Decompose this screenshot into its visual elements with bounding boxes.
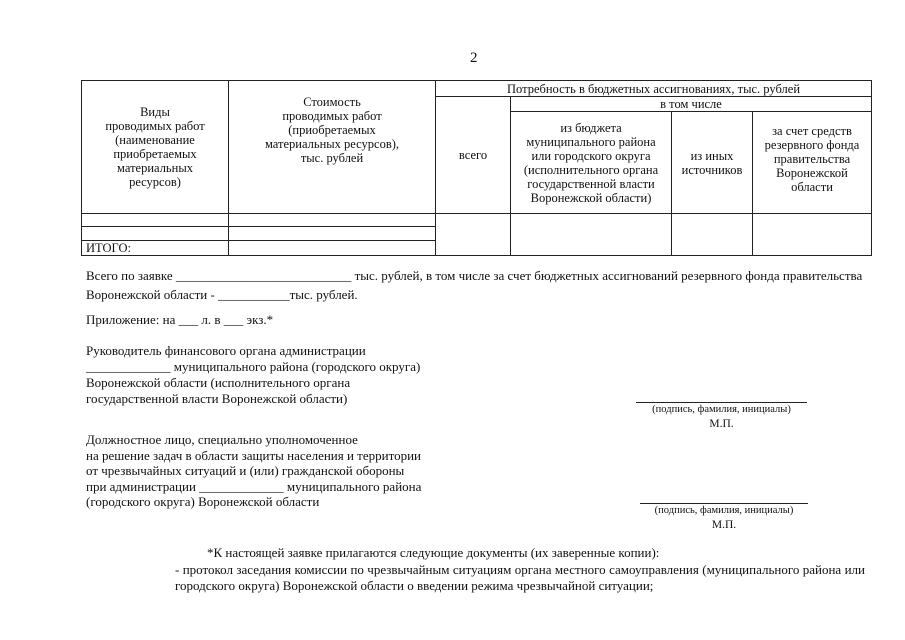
table-cell [229,227,436,241]
budget-request-table [81,80,872,256]
table-cell [82,227,229,241]
header-cost: Стоимость проводимых работ (приобретаемых материальных ресурсов), тыс. рублей [229,81,436,214]
footnote-title: *К настоящей заявке прилагаются следующие документы (их заверенные копии): [207,545,660,560]
official-block: Должностное лицо, специально уполномоченное на решение задач в области защиты населения и территории от чрезвычайных ситуаций и (или) гражданской обороны при администрации _____________ муниципального района (городского округа) Воронежской области [86,432,422,509]
page-number: 2 [470,50,478,66]
header-municipal-budget: из бюджета муниципального района или городского округа (исполнительного органа государственной власти Воронежской области) [511,112,672,214]
table-cell [511,214,672,256]
signature-caption-2: (подпись, фамилия, инициалы) [654,505,794,516]
footnote-item: - протокол заседания комиссии по чрезвычайным ситуациям органа местного самоуправления (муниципального района или городского округа) Воронежской области о введении режима чрезвычайной ситуации; [175,562,865,593]
signature-line-2 [640,503,808,504]
attachment-note: Приложение: на ___ л. в ___ экз.* [86,312,274,327]
signature-line-1 [636,402,807,403]
header-other-sources: из иных источников [672,112,753,214]
stamp-mark-2: М.П. [711,519,737,531]
table-cell [82,214,229,227]
total-line-2: Воронежской области - ___________тыс. рублей. [86,287,358,302]
table-cell [753,214,872,256]
header-total: всего [436,97,511,214]
header-budget-need: Потребность в бюджетных ассигнованиях, тыс. рублей [436,81,872,97]
header-work-types: Виды проводимых работ (наименование приобретаемых материальных ресурсов) [82,81,229,214]
signature-caption-1: (подпись, фамилия, инициалы) [652,404,791,415]
stamp-mark-1: М.П. [709,418,734,430]
table-cell [672,214,753,256]
total-row-label: ИТОГО: [82,241,229,256]
table-row [82,214,872,227]
table-cell [436,214,511,256]
table-cell [229,241,436,256]
header-reserve-fund: за счет средств резервного фонда правительства Воронежской области [753,112,872,214]
finance-head-block: Руководитель финансового органа администрации _____________ муниципального района (городского округа) Воронежской области (исполнительного органа государственной власти Воронежской области) [86,343,421,406]
total-line-1: Всего по заявке ___________________________ тыс. рублей, в том числе за счет бюджетных ассигнований резервного фонда правительства [86,268,863,283]
header-including: в том числе [511,97,872,112]
table-cell [229,214,436,227]
